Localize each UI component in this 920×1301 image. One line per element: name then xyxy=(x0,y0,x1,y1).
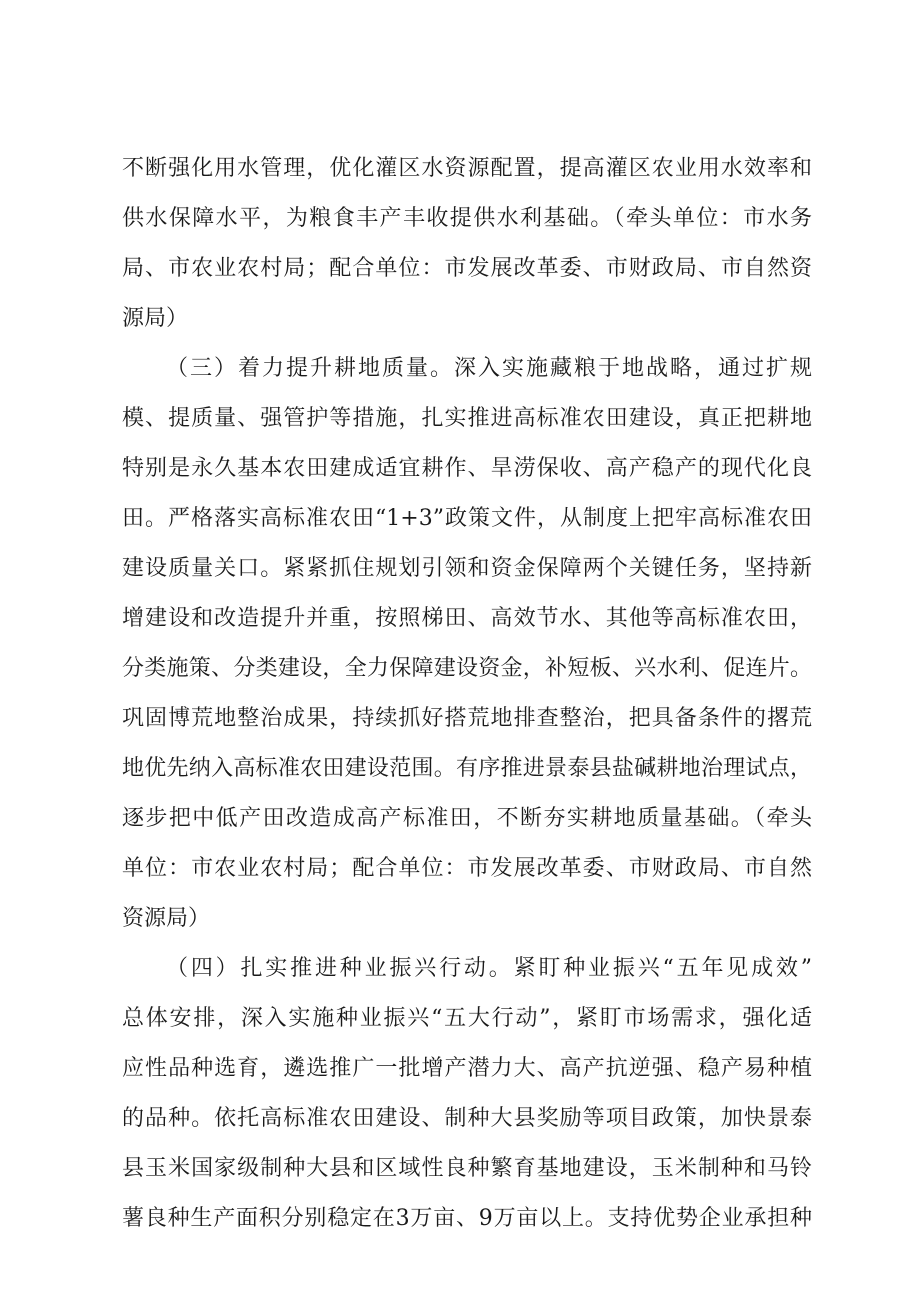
text-line-19: 应性品种选育，遴选推广一批增产潜力大、高产抗逆强、稳产易种植 xyxy=(122,1056,812,1081)
text-line-16: 资源局） xyxy=(122,906,211,931)
text-line-22: 薯良种生产面积分别稳定在3万亩、9万亩以上。支持优势企业承担种 xyxy=(122,1206,812,1231)
text-line-4: 源局） xyxy=(122,306,189,331)
text-line-1: 不断强化用水管理，优化灌区水资源配置，提高灌区农业用水效率和 xyxy=(122,156,812,181)
text-line-21: 县玉米国家级制种大县和区域性良种繁育基地建设，玉米制种和马铃 xyxy=(122,1156,812,1181)
text-line-13: 地优先纳入高标准农田建设范围。有序推进景泰县盐碱耕地治理试点， xyxy=(122,756,812,781)
text-line-18: 总体安排，深入实施种业振兴“五大行动”，紧盯市场需求，强化适 xyxy=(122,1006,812,1031)
text-line-9: 建设质量关口。紧紧抓住规划引领和资金保障两个关键任务，坚持新 xyxy=(122,556,812,581)
text-line-15: 单位：市农业农村局；配合单位：市发展改革委、市财政局、市自然 xyxy=(122,856,812,881)
text-line-12: 巩固博荒地整治成果，持续抓好搭荒地排查整治，把具备条件的撂荒 xyxy=(122,706,812,731)
document-body xyxy=(122,144,812,1244)
text-line-14: 逐步把中低产田改造成高产标准田，不断夯实耕地质量基础。（牵头 xyxy=(122,806,812,831)
section-heading-4-line: （四）扎实推进种业振兴行动。紧盯种业振兴“五年见成效” xyxy=(166,956,812,981)
section-heading-3-line: （三）着力提升耕地质量。深入实施藏粮于地战略，通过扩规 xyxy=(166,356,812,381)
text-line-8: 田。严格落实高标准农田“1+3”政策文件，从制度上把牢高标准农田 xyxy=(122,506,812,531)
text-line-7: 特别是永久基本农田建成适宜耕作、旱涝保收、高产稳产的现代化良 xyxy=(122,456,812,481)
text-line-20: 的品种。依托高标准农田建设、制种大县奖励等项目政策，加快景泰 xyxy=(122,1106,812,1131)
text-line-3: 局、市农业农村局；配合单位：市发展改革委、市财政局、市自然资 xyxy=(122,256,812,281)
text-line-6: 模、提质量、强管护等措施，扎实推进高标准农田建设，真正把耕地 xyxy=(122,406,812,431)
text-line-2: 供水保障水平，为粮食丰产丰收提供水利基础。（牵头单位：市水务 xyxy=(122,206,812,231)
text-line-10: 增建设和改造提升并重，按照梯田、高效节水、其他等高标准农田， xyxy=(122,606,812,631)
text-line-11: 分类施策、分类建设，全力保障建设资金，补短板、兴水利、促连片。 xyxy=(122,656,812,681)
